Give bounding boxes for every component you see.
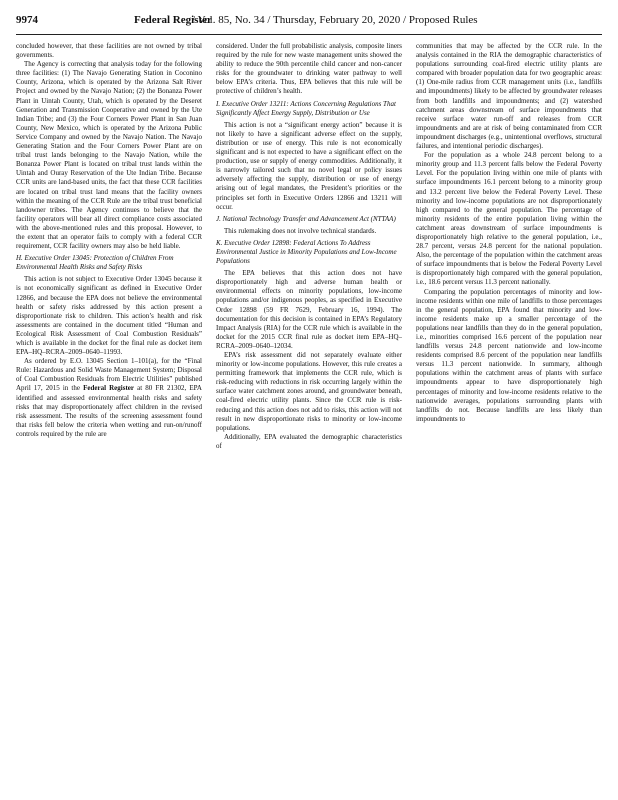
column-3: [416, 42, 602, 790]
section-heading-k: K. Executive Order 12898: Federal Actions To Address Environmental Justice in Minority Populations and Low-Income Populations: [216, 238, 397, 266]
paragraph: Additionally, EPA evaluated the demographic characteristics of: [216, 432, 402, 450]
column-1: [16, 42, 202, 790]
text-run: As ordered by E.O. 13045 Section 1–101(a), for the “Final Rule: Hazardous and Solid Waste Management System; Disposal of Coal Combustion Residuals from Electric Utilities” published April 17, 2015 in the: [16, 357, 202, 393]
section-heading-h: H. Executive Order 13045: Protection of Children From Environmental Health Risks and Safety Risks: [16, 254, 174, 272]
paragraph: Comparing the population percentages of minority and low-income residents within one mile of landfills to those percentages in the general population, EPA found that minority and low-income residents make up a smaller percentage of the populations near landfills than they do in the general population, i.e., minorities comprised 16.6 percent of the population near landfills versus 24.8 percent nationwide and low-income residents comprised 8.6 percent of the population near landfills versus 11.3 percent nationwide. In summary, although populations within the catchment areas of plants with surface impoundments appear to have disproportionately high percentages of minority and low-income residents relative to the nationwide averages, populations surrounding plants with landfills do not. Because landfills are less likely than impoundments to: [416, 287, 602, 423]
section-heading-j: J. National Technology Transfer and Advancement Act (NTTAA): [216, 214, 396, 223]
paragraph: The Agency is correcting that analysis today for the following three facilities: (1) The Navajo Generating Station in Coconino County, Arizona, which is operated by the Arizona Salt River Project and owned by the Navajo Nation; (2) the Bonanza Power Plant in Uintah County, Utah, which is operated by the Deseret Generation and Transmission Cooperative and owned by the Ute Indian Tribe; and (3) the Four Corners Power Plant in San Juan County, New Mexico, which is operated by the Arizona Public Service Company and owned by the Navajo Nation. The Navajo Generating Station and the Four Corners Power Plant are on tribal trust lands belonging to the Navajo Nation, while the Bonanza Power Plant is located on tribal trust lands within the Uintah and Ouray Reservation of the Ute Indian Tribe. Because CCR units are land-based units, the fact that these CCR facilities are located on tribal trust land means that the facility owners within the meaning of the CCR Rule are the tribal trust beneficial landowner tribes. The Agency continues to believe that the facility operators will bear all direct compliance costs associated with the above-mentioned rules and this proposal. However, to the extent that an operator fails to comply with a federal CCR requirement, CCR facility owners may also be held liable.: [16, 60, 202, 251]
page-header: [16, 12, 602, 35]
paragraph: The EPA believes that this action does not have disproportionately high and adverse human health or environmental effects on minority populations, low-income populations and/or indigenous peoples, as specified in Executive Order 12898 (59 FR 7629, February 16, 1994). The documentation for this decision is contained in EPA’s Regulatory Impact Analysis (RIA) for the CCR rule which is available in the docket for the 2015 CCR final rule as docket item EPA–HQ–RCRA–2009–0640–12034.: [216, 269, 402, 350]
paragraph: communities that may be affected by the CCR rule. In the analysis contained in the RIA the demographic characteristics of populations surrounding coal-fired electric utility plants are compared with broader population data for two geographic areas: (1) One-mile radius from CCR management units (i.e., landfills and impoundments) likely to be affected by groundwater releases from both landfills and impoundments; and (2) watershed catchment areas downstream of surface impoundments that receive surface water run-off and releases from CCR impoundments and are at risk of being contaminated from CCR impoundment discharges (e.g., unintentional overflows, structural failures, and intentional periodic discharges).: [416, 42, 602, 151]
volume-line: / Vol. 85, No. 34 / Thursday, February 20, 2020 / Proposed Rules: [192, 14, 478, 26]
paragraph: This rulemaking does not involve technical standards.: [224, 226, 377, 235]
paragraph: This action is not a “significant energy action” because it is not likely to have a significant adverse effect on the supply, distribution or use of energy. This rule is not economically significant and is not expected to have a significant effect on the production, use or supply of energy commodities. Additionally, it is narrowly tailored such that no novel legal or policy issues adversely affecting the supply, distribution or use of energy arising out of legal mandates, the President’s priorities or the principles set forth in Executive Orders 12866 and 13211 will occur.: [216, 120, 402, 211]
section-heading-i: I. Executive Order 13211: Actions Concerning Regulations That Significantly Affect Energy Supply, Distribution or Use: [216, 99, 396, 117]
page-number: 9974: [16, 14, 38, 26]
federal-register-citation: Federal Register: [83, 384, 134, 393]
paragraph: considered. Under the full probabilistic analysis, composite liners required by the rule for new waste management units showed the ability to reduce the 90th percentile child cancer and non-cancer risks for the groundwater to drinking water pathway to well below EPA’s criteria. Thus, EPA believes that this rule will be protective of children’s health.: [216, 42, 402, 96]
paragraph: This action is not subject to Executive Order 13045 because it is not economically significant as defined in Executive Order 12866, and because the EPA does not believe the environmental health or safety risks addressed by this action present a disproportionate risk to children. This action’s health and risk assessments are contained in the document titled “Human and Ecological Risk Assessment of Coal Combustion Residuals” which is available in the docket for the final rule as docket item EPA–HQ–RCRA–2009–0640–11993.: [16, 275, 202, 357]
paragraph: [16, 357, 202, 439]
text-run: at 80 FR 21302, EPA identified and assessed environmental health risks and safety risks that may disproportionately affect children in the revised risk assessment. The results of the screening assessment found that risks fell below the criteria when wetting and run-on/runoff controls required by the rule are: [16, 384, 202, 438]
publication-title: Federal Register: [134, 14, 212, 26]
text-columns: [16, 42, 602, 790]
column-2: [216, 42, 402, 790]
paragraph: concluded however, that these facilities are not owned by tribal governments.: [16, 42, 202, 60]
paragraph: For the population as a whole 24.8 percent belong to a minority group and 11.3 percent falls below the Federal Poverty Level. For the population living within one mile of plants with surface impoundments 16.1 percent belong to a minority group and 13.2 percent live below the Federal Poverty Level. These minority and low-income populations are not disproportionately high compared to the general population. The percentage of minority residents of the entire population living within the catchment areas downstream of surface impoundments is disproportionately high relative to the general population, i.e., 28.7 percent, versus 24.8 percent for the national population. Also, the percentage of the population within the catchment areas of surface impoundments that is below the Federal Poverty Level is disproportionately high compared with the general population, i.e., 18.6 percent versus 11.3 percent nationally.: [416, 151, 602, 287]
paragraph: EPA’s risk assessment did not separately evaluate either minority or low-income populations. However, this rule creates a permitting framework that implements the CCR rule, which is risk-reducing with reductions in risk occurring largely within the surface water catchment zones around, and groundwater beneath, coal-fired electric utility plants. Since the CCR rule is risk-reducing and this action does not add to risks, this action will not result in new disproportionate risks to minority or low-income populations.: [216, 351, 402, 432]
